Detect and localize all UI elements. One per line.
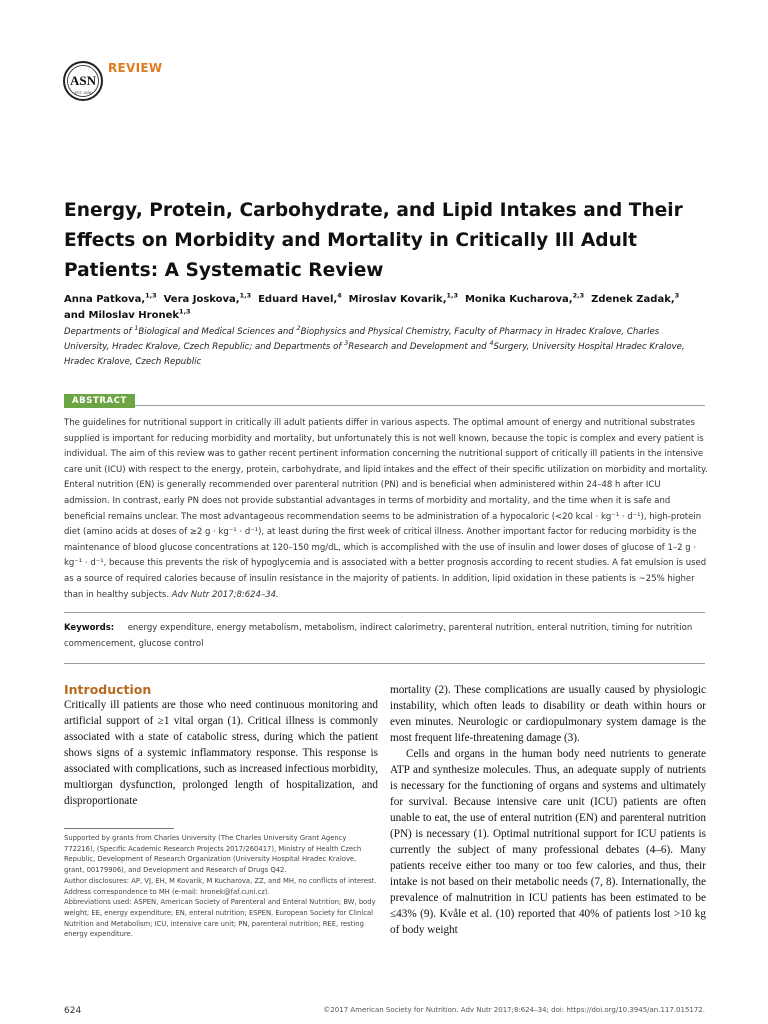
abstract-text: The guidelines for nutritional support in critically ill adult patients differ in various aspects. The optimal amount of energy and nutritional substrates supplied is important for reducing morbidity and mortality, but unfortunately this is not well known, because the topic is complex and every patient is individual. The aim of this review was to gather recent pertinent information concerning the nutritional support of critically ill patients in the intensive care unit (ICU) with respect to the energy, protein, carbohydrate, and lipid intakes and the effect of their specific utilization on morbidity and mortality. Enteral nutrition (EN) is generally recommended over parenteral nutrition (PN) and is beneficial when administered within 24–48 h after ICU admission. In contrast, early PN does not provide substantial advantages in terms of morbidity and mortality, and the time when it is safe and beneficial remains unclear. The most advantageous recommendation seems to be administration of a hypocaloric (<20 kcal · kg⁻¹ · d⁻¹), high-protein diet (amino acids at doses of ≥2 g · kg⁻¹ · d⁻¹), at least during the first week of critical illness. Another important factor for reducing morbidity is the maintenance of blood glucose concentrations at 120–150 mg/dL, which is accomplished with the use of insulin and lower doses of glucose of 1–2 g · kg⁻¹ · d⁻¹, because this prevents the risk of hypoglycemia and is associated with a better prognosis according to recent studies. A fat emulsion is used as a source of required calories because of insulin resistance in the majority of patients. In addition, lipid oxidation in these patients is ~25% higher than in healthy subjects. (64, 418, 708, 600)
funding-note: Supported by grants from Charles University (The Charles University Grant Agency 772216), (Specific Academic Research Projects 2017/260417), Ministry of Health Czech Republic, Development of Research Organization (University Hospital Hradec Kralove, grant, 00179906), and Development and Research of Drugs Q42. (64, 834, 362, 875)
keywords-divider (64, 612, 705, 613)
introduction-heading: Introduction (64, 682, 152, 697)
author[interactable]: and Miloslav Hronek$^{1,3}$ (64, 307, 191, 321)
paragraph: mortality (2). These complications are usually caused by physiologic instability, which often leads to disability or death within hours or even minutes. Neurologic or cardiopulmonary system damage is the most frequent life-threatening damage (3). (390, 684, 706, 744)
abstract-citation: Adv Nutr 2017;8:624–34. (171, 589, 279, 600)
keywords-bottom-divider (64, 663, 705, 664)
author[interactable]: Zdenek Zadak,$^3$ (591, 291, 680, 305)
abstract-label: ABSTRACT (64, 394, 135, 408)
abstract-divider (64, 405, 705, 406)
author[interactable]: Miroslav Kovarik,$^{1,3}$ (348, 291, 459, 305)
author[interactable]: Anna Patkova,$^{1,3}$ (64, 291, 157, 305)
logo-est: EST. 1928 (74, 91, 92, 95)
paragraph: Cells and organs in the human body need nutrients to generate ATP and synthesize molecules. Thus, an adequate supply of nutrients is necessary for the functioning of organs and systems and ultimately for survival. Because intensive care unit (ICU) patients are often unable to eat, the use of enteral nutrition (EN) and parenteral nutrition (PN) is necessary (1). Optimal nutritional support for ICU patients is currently the subject of many professional debates (4–6). Many patients receive either too many or too few calories, and thus, their intake is not based on their metabolic needs (7, 8). Internationally, the prevalence of malnutrition in ICU patients has been estimated to be ≤43% (9). Kvåle et al. (10) reported that 40% of patients lost >10 kg of body weight (390, 748, 706, 936)
author[interactable]: Monika Kucharova,$^{2,3}$ (464, 291, 585, 305)
asn-logo (62, 60, 104, 102)
logo-text: ASN (69, 73, 97, 88)
keywords-text: energy expenditure, energy metabolism, metabolism, indirect calorimetry, parenteral nutrition, enteral nutrition, timing for nutrition commencement, glucose control (64, 623, 693, 649)
section-label: REVIEW (108, 61, 163, 75)
abbreviations-note: Abbreviations used: ASPEN, American Society of Parenteral and Enteral Nutrition; BW, body weight; EE, energy expenditure; EN, enteral nutrition; ESPEN, European Society for Clinical Nutrition and Metabolism; ICU, intensive care unit; PN, parenteral nutrition; REE, resting energy expenditure. (64, 898, 376, 939)
keywords (64, 621, 708, 652)
author[interactable]: Vera Joskova,$^{1,3}$ (163, 291, 252, 305)
keywords-label: Keywords: (64, 623, 115, 633)
abstract-body (64, 416, 708, 603)
disclosures-note: Author disclosures: AP, VJ, EH, M Kovarik, M Kucharova, ZZ, and MH, no conflicts of interest. (64, 876, 377, 885)
footnote-divider (64, 828, 174, 829)
footer-copyright[interactable]: ©2017 American Society for Nutrition. Adv Nutr 2017;8:624–34; doi: https://doi.org/10.3945/an.117.015172. (323, 1006, 705, 1014)
introduction-right-column (390, 682, 706, 938)
affiliations: Departments of $^1$Biological and Medical Sciences and $^2$Biophysics and Physical Chemistry, Faculty of Pharmacy in Hradec Kralove, Charles University, Hradec Kralove, Czech Republic; and Departments of $^3$Research and Development and $^4$Surgery, University Hospital Hradec Kralove, Hradec Kralove, Czech Republic (64, 324, 685, 367)
article-title: Energy, Protein, Carbohydrate, and Lipid Intakes and Their Effects on Morbidity and Mortality in Critically Ill Adult Patients: A Systematic Review (64, 200, 683, 281)
introduction-left-column: Critically ill patients are those who need continuous monitoring and artificial support of ≥1 vital organ (1). Critical illness is commonly associated with a state of catabolic stress, during which the patient shows signs of a systemic inflammatory response. This response is associated with complications, such as increased infectious morbidity, multiorgan dysfunction, prolonged length of hospitalization, and disproportionate (64, 699, 378, 807)
author[interactable]: Eduard Havel,$^4$ (258, 291, 342, 305)
author-list (64, 292, 714, 324)
footnotes (64, 833, 378, 940)
page-number: 624 (64, 1006, 82, 1016)
correspondence-note[interactable]: Address correspondence to MH (e-mail: hronek@faf.cuni.cz). (64, 887, 270, 896)
